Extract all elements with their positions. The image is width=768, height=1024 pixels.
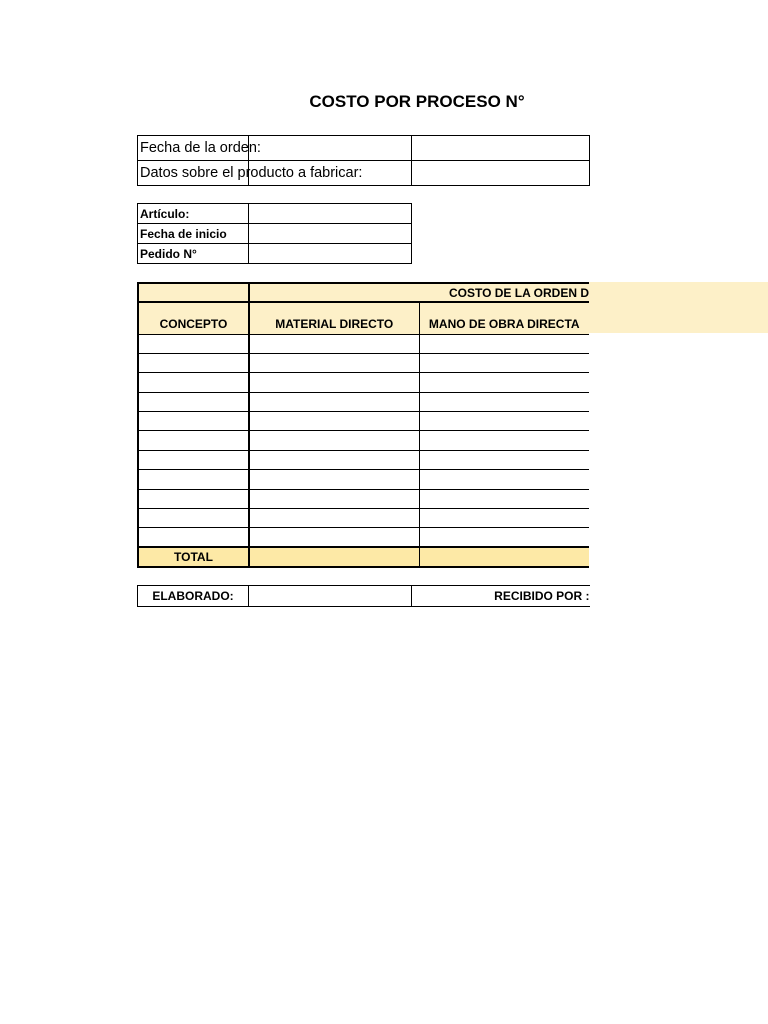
table-row <box>138 450 589 469</box>
gridline <box>248 161 249 186</box>
material-cell[interactable] <box>249 412 419 431</box>
material-cell[interactable] <box>249 450 419 469</box>
start-date-row <box>138 224 412 244</box>
order-number-label: Pedido N° <box>138 244 249 264</box>
elaborado-label: ELABORADO: <box>138 586 249 607</box>
column-header-mano-obra: MANO DE OBRA DIRECTA <box>419 302 589 334</box>
concepto-cell[interactable] <box>138 489 249 508</box>
table-row <box>138 489 589 508</box>
material-cell[interactable] <box>249 528 419 547</box>
product-data-cell[interactable] <box>412 161 590 186</box>
mano-obra-cell[interactable] <box>419 412 589 431</box>
mano-obra-cell[interactable] <box>419 334 589 353</box>
concepto-cell[interactable] <box>138 412 249 431</box>
mano-obra-cell[interactable] <box>419 509 589 528</box>
concepto-cell[interactable] <box>138 509 249 528</box>
mano-obra-cell[interactable] <box>419 431 589 450</box>
order-date-label-text: Fecha de la orden: <box>140 140 261 156</box>
order-info-table <box>137 135 590 186</box>
material-cell[interactable] <box>249 470 419 489</box>
total-row <box>138 547 589 567</box>
mano-obra-cell[interactable] <box>419 392 589 411</box>
product-data-row <box>138 161 590 186</box>
order-date-row <box>138 136 590 161</box>
cost-group-header: COSTO DE LA ORDEN D <box>249 283 589 302</box>
product-info-table <box>137 203 412 264</box>
concepto-cell[interactable] <box>138 450 249 469</box>
footer-table <box>137 585 590 607</box>
table-row <box>138 412 589 431</box>
total-mano-obra-cell[interactable] <box>419 547 589 567</box>
table-row <box>138 509 589 528</box>
mano-obra-cell[interactable] <box>419 470 589 489</box>
footer-row <box>138 586 590 607</box>
table-row <box>138 392 589 411</box>
column-header-concepto: CONCEPTO <box>138 302 249 334</box>
table-row <box>138 431 589 450</box>
material-cell[interactable] <box>249 489 419 508</box>
elaborado-cell[interactable] <box>249 586 412 607</box>
column-header-row <box>138 302 589 334</box>
concepto-cell[interactable] <box>138 353 249 372</box>
cost-group-header-row <box>138 283 589 302</box>
material-cell[interactable] <box>249 392 419 411</box>
header-highlight-fill <box>589 282 768 333</box>
table-row <box>138 470 589 489</box>
concepto-cell[interactable] <box>138 431 249 450</box>
table-row <box>138 528 589 547</box>
cost-rows <box>138 334 589 547</box>
mano-obra-cell[interactable] <box>419 373 589 392</box>
recibido-label: RECIBIDO POR : <box>412 586 590 607</box>
concepto-cell[interactable] <box>138 470 249 489</box>
start-date-cell[interactable] <box>249 224 412 244</box>
material-cell[interactable] <box>249 431 419 450</box>
total-material-cell[interactable] <box>249 547 419 567</box>
page-title: COSTO POR PROCESO N° <box>309 92 525 111</box>
table-row <box>138 334 589 353</box>
concepto-cell[interactable] <box>138 392 249 411</box>
order-date-label <box>138 136 412 161</box>
mano-obra-cell[interactable] <box>419 353 589 372</box>
column-header-material: MATERIAL DIRECTO <box>249 302 419 334</box>
mano-obra-cell[interactable] <box>419 450 589 469</box>
start-date-label: Fecha de inicio <box>138 224 249 244</box>
material-cell[interactable] <box>249 334 419 353</box>
table-row <box>138 353 589 372</box>
gridline <box>248 136 249 161</box>
concepto-cell[interactable] <box>138 334 249 353</box>
concepto-cell[interactable] <box>138 373 249 392</box>
order-date-cell[interactable] <box>412 136 590 161</box>
mano-obra-cell[interactable] <box>419 528 589 547</box>
order-number-row <box>138 244 412 264</box>
cost-table <box>137 282 589 568</box>
material-cell[interactable] <box>249 353 419 372</box>
material-cell[interactable] <box>249 373 419 392</box>
mano-obra-cell[interactable] <box>419 489 589 508</box>
concepto-cell[interactable] <box>138 528 249 547</box>
article-row <box>138 204 412 224</box>
header-blank-cell <box>138 283 249 302</box>
product-data-label <box>138 161 412 186</box>
total-label: TOTAL <box>138 547 249 567</box>
product-data-label-text: Datos sobre el producto a fabricar: <box>140 165 363 181</box>
article-cell[interactable] <box>249 204 412 224</box>
order-number-cell[interactable] <box>249 244 412 264</box>
table-row <box>138 373 589 392</box>
material-cell[interactable] <box>249 509 419 528</box>
article-label: Artículo: <box>138 204 249 224</box>
